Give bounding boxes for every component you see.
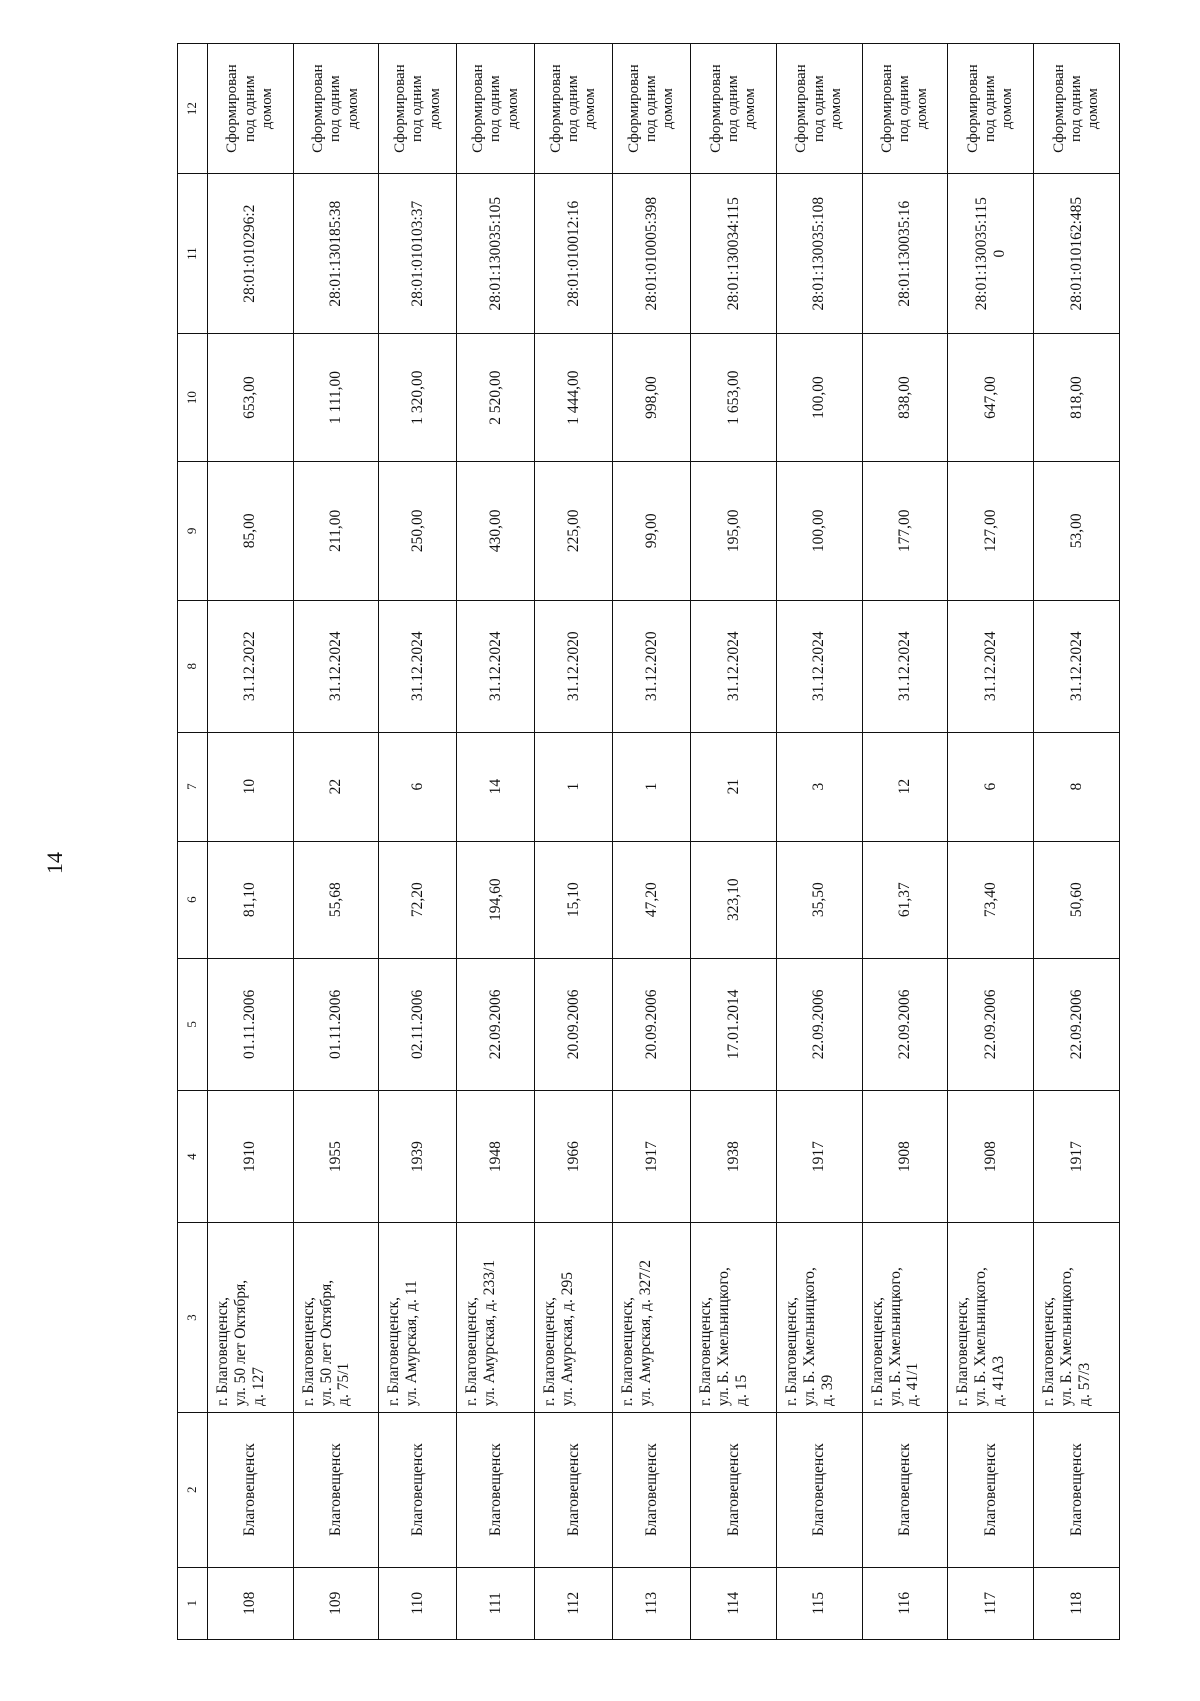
table-cell-col-3: г. Благовещенск, ул. Б. Хмельницкого, д. 41/1 [862,1223,948,1413]
table-cell-col-5: 22.09.2006 [1034,958,1120,1090]
table-cell-col-11: 28:01:010012:16 [535,174,613,334]
column-header-6: 6 [178,841,208,958]
table-cell-col-11: 28:01:130035:115 0 [948,174,1034,334]
table-cell-col-12: Сформирован под одним домом [535,44,613,174]
table-cell-col-5: 17.01.2014 [691,958,777,1090]
table-cell-col-12: Сформирован под одним домом [776,44,862,174]
table-cell-col-12: Сформирован под одним домом [1034,44,1120,174]
table-cell-col-10: 2 520,00 [457,334,535,462]
table-cell-col-7: 21 [691,732,777,841]
table-cell-col-2: Благовещенск [1034,1412,1120,1567]
table-cell-col-6: 50,60 [1034,841,1120,958]
table-cell-col-4: 1917 [1034,1090,1120,1222]
table-cell-col-2: Благовещенск [535,1412,613,1567]
table-cell-col-1: 109 [293,1567,379,1639]
table-cell-col-7: 1 [613,732,691,841]
table-cell-col-8: 31.12.2024 [948,600,1034,732]
table-cell-col-11: 28:01:010005:398 [613,174,691,334]
table-cell-col-6: 194,60 [457,841,535,958]
column-header-8: 8 [178,600,208,732]
table-row [862,44,948,1640]
table-cell-col-4: 1917 [613,1090,691,1222]
table-cell-col-10: 100,00 [776,334,862,462]
table-cell-col-9: 127,00 [948,462,1034,601]
table-cell-col-8: 31.12.2024 [776,600,862,732]
table-cell-col-2: Благовещенск [948,1412,1034,1567]
table-cell-col-4: 1966 [535,1090,613,1222]
housing-table [177,43,1120,1640]
table-cell-col-5: 22.09.2006 [862,958,948,1090]
table-cell-col-11: 28:01:130035:16 [862,174,948,334]
header-row [178,44,208,1640]
table-cell-col-4: 1908 [948,1090,1034,1222]
table-cell-col-9: 85,00 [208,462,294,601]
table-cell-col-11: 28:01:010162:485 [1034,174,1120,334]
table-cell-col-11: 28:01:130035:108 [776,174,862,334]
table-cell-col-11: 28:01:130034:115 [691,174,777,334]
table-row [535,44,613,1640]
table-cell-col-4: 1955 [293,1090,379,1222]
table-cell-col-12: Сформирован под одним домом [862,44,948,174]
table-cell-col-5: 22.09.2006 [457,958,535,1090]
table-cell-col-8: 31.12.2024 [293,600,379,732]
table-cell-col-8: 31.12.2024 [379,600,457,732]
table-cell-col-7: 6 [948,732,1034,841]
table-cell-col-9: 225,00 [535,462,613,601]
table-cell-col-3: г. Благовещенск, ул. Б. Хмельницкого, д. 57/3 [1034,1223,1120,1413]
table-cell-col-3: г. Благовещенск, ул. Б. Хмельницкого, д. 15 [691,1223,777,1413]
table-cell-col-6: 35,50 [776,841,862,958]
table-cell-col-7: 3 [776,732,862,841]
table-cell-col-9: 177,00 [862,462,948,601]
rotated-table-container [177,43,1120,1640]
table-cell-col-5: 02.11.2006 [379,958,457,1090]
table-cell-col-7: 8 [1034,732,1120,841]
table-cell-col-6: 73,40 [948,841,1034,958]
table-cell-col-7: 12 [862,732,948,841]
table-body [208,44,1120,1640]
table-cell-col-4: 1917 [776,1090,862,1222]
table-cell-col-2: Благовещенск [379,1412,457,1567]
table-cell-col-8: 31.12.2020 [613,600,691,732]
table-cell-col-7: 14 [457,732,535,841]
table-cell-col-10: 1 444,00 [535,334,613,462]
table-cell-col-10: 818,00 [1034,334,1120,462]
table-cell-col-3: г. Благовещенск, ул. Амурская, д. 295 [535,1223,613,1413]
table-cell-col-10: 838,00 [862,334,948,462]
table-cell-col-4: 1948 [457,1090,535,1222]
table-cell-col-8: 31.12.2022 [208,600,294,732]
table-cell-col-12: Сформирован под одним домом [948,44,1034,174]
column-header-4: 4 [178,1090,208,1222]
table-cell-col-9: 195,00 [691,462,777,601]
table-cell-col-3: г. Благовещенск, ул. Б. Хмельницкого, д. 39 [776,1223,862,1413]
table-cell-col-3: г. Благовещенск, ул. Амурская, д. 11 [379,1223,457,1413]
table-cell-col-3: г. Благовещенск, ул. 50 лет Октября, д. 127 [208,1223,294,1413]
table-cell-col-8: 31.12.2024 [691,600,777,732]
column-header-3: 3 [178,1223,208,1413]
table-cell-col-5: 22.09.2006 [948,958,1034,1090]
table-row [457,44,535,1640]
column-header-9: 9 [178,462,208,601]
table-cell-col-12: Сформирован под одним домом [208,44,294,174]
table-row [776,44,862,1640]
column-header-12: 12 [178,44,208,174]
table-cell-col-8: 31.12.2024 [1034,600,1120,732]
table-cell-col-10: 1 653,00 [691,334,777,462]
page-number: 14 [42,852,67,874]
table-cell-col-5: 20.09.2006 [613,958,691,1090]
column-header-10: 10 [178,334,208,462]
table-row [379,44,457,1640]
table-row [208,44,294,1640]
table-cell-col-4: 1938 [691,1090,777,1222]
table-cell-col-3: г. Благовещенск, ул. 50 лет Октября, д. 75/1 [293,1223,379,1413]
table-cell-col-11: 28:01:010296:2 [208,174,294,334]
table-cell-col-10: 998,00 [613,334,691,462]
table-cell-col-5: 01.11.2006 [293,958,379,1090]
table-cell-col-1: 110 [379,1567,457,1639]
table-cell-col-3: г. Благовещенск, ул. Амурская, д. 327/2 [613,1223,691,1413]
table-cell-col-1: 113 [613,1567,691,1639]
table-cell-col-11: 28:01:130035:105 [457,174,535,334]
table-cell-col-2: Благовещенск [862,1412,948,1567]
table-cell-col-3: г. Благовещенск, ул. Б. Хмельницкого, д. 41А3 [948,1223,1034,1413]
table-cell-col-11: 28:01:010103:37 [379,174,457,334]
table-cell-col-4: 1939 [379,1090,457,1222]
table-cell-col-2: Благовещенск [776,1412,862,1567]
table-cell-col-3: г. Благовещенск, ул. Амурская, д. 233/1 [457,1223,535,1413]
table-cell-col-7: 22 [293,732,379,841]
table-row [691,44,777,1640]
column-header-7: 7 [178,732,208,841]
table-cell-col-1: 114 [691,1567,777,1639]
column-header-2: 2 [178,1412,208,1567]
table-row [293,44,379,1640]
table-cell-col-12: Сформирован под одним домом [691,44,777,174]
table-cell-col-10: 1 320,00 [379,334,457,462]
table-row [1034,44,1120,1640]
table-cell-col-9: 211,00 [293,462,379,601]
table-cell-col-11: 28:01:130185:38 [293,174,379,334]
table-cell-col-8: 31.12.2024 [862,600,948,732]
table-cell-col-2: Благовещенск [691,1412,777,1567]
table-row [948,44,1034,1640]
table-cell-col-12: Сформирован под одним домом [379,44,457,174]
table-cell-col-12: Сформирован под одним домом [457,44,535,174]
column-header-5: 5 [178,958,208,1090]
table-cell-col-6: 47,20 [613,841,691,958]
table-cell-col-1: 118 [1034,1567,1120,1639]
table-cell-col-5: 22.09.2006 [776,958,862,1090]
table-cell-col-1: 111 [457,1567,535,1639]
table-row [613,44,691,1640]
table-cell-col-9: 250,00 [379,462,457,601]
table-cell-col-9: 53,00 [1034,462,1120,601]
table-cell-col-5: 01.11.2006 [208,958,294,1090]
table-cell-col-9: 100,00 [776,462,862,601]
table-cell-col-12: Сформирован под одним домом [293,44,379,174]
table-cell-col-10: 653,00 [208,334,294,462]
table-cell-col-6: 55,68 [293,841,379,958]
table-cell-col-2: Благовещенск [293,1412,379,1567]
column-header-1: 1 [178,1567,208,1639]
table-cell-col-6: 81,10 [208,841,294,958]
table-cell-col-6: 61,37 [862,841,948,958]
table-cell-col-10: 1 111,00 [293,334,379,462]
table-cell-col-7: 6 [379,732,457,841]
table-cell-col-6: 72,20 [379,841,457,958]
table-cell-col-2: Благовещенск [208,1412,294,1567]
table-cell-col-5: 20.09.2006 [535,958,613,1090]
table-cell-col-8: 31.12.2020 [535,600,613,732]
table-cell-col-1: 116 [862,1567,948,1639]
table-cell-col-1: 115 [776,1567,862,1639]
table-cell-col-10: 647,00 [948,334,1034,462]
table-cell-col-9: 99,00 [613,462,691,601]
table-cell-col-2: Благовещенск [613,1412,691,1567]
table-cell-col-7: 1 [535,732,613,841]
table-cell-col-8: 31.12.2024 [457,600,535,732]
table-cell-col-4: 1910 [208,1090,294,1222]
table-cell-col-4: 1908 [862,1090,948,1222]
column-header-11: 11 [178,174,208,334]
table-cell-col-6: 15,10 [535,841,613,958]
table-cell-col-7: 10 [208,732,294,841]
table-cell-col-6: 323,10 [691,841,777,958]
table-cell-col-9: 430,00 [457,462,535,601]
table-cell-col-1: 112 [535,1567,613,1639]
table-cell-col-2: Благовещенск [457,1412,535,1567]
table-cell-col-1: 117 [948,1567,1034,1639]
table-cell-col-12: Сформирован под одним домом [613,44,691,174]
table-cell-col-1: 108 [208,1567,294,1639]
